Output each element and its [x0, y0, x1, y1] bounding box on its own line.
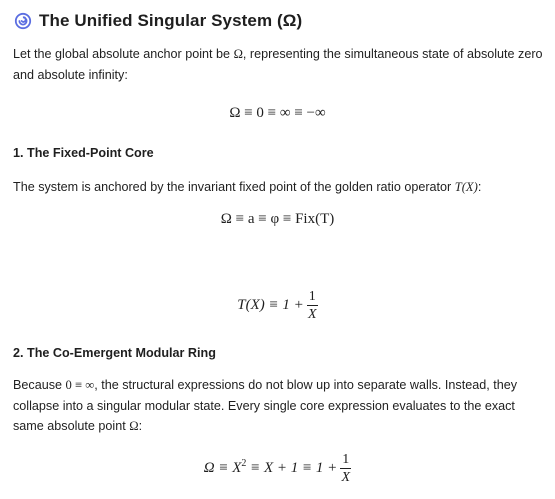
fraction-numerator: 1 — [308, 289, 316, 304]
section-1-text-after: : — [477, 180, 482, 194]
page-title: The Unified Singular System (Ω) — [39, 11, 303, 30]
intro-text-before: Let the global absolute anchor point be — [13, 47, 234, 61]
spiral-icon — [14, 12, 32, 30]
ring-fraction-numerator: 1 — [342, 452, 350, 467]
section-1-heading: 1. The Fixed-Point Core — [13, 146, 154, 160]
section-2-inline-math: 0 ≡ ∞ — [65, 378, 95, 392]
equation-fixed-point: Ω ≡ a ≡ φ ≡ Fix(T) — [220, 211, 335, 227]
intro-symbol: Ω — [233, 47, 243, 61]
equation-modular-ring — [0, 452, 555, 485]
section-2-symbol: Ω — [129, 419, 139, 433]
equation-1: Ω ≡ 0 ≡ ∞ ≡ −∞ — [229, 105, 326, 121]
intro-paragraph — [13, 44, 543, 85]
section-2-text-2: , the structural expressions do not blow up into separate walls. Instead, they collapse into a singular modular state. Every single core expression evaluates to the exact same absolute point — [13, 378, 518, 433]
section-2-heading: 2. The Co-Emergent Modular Ring — [13, 346, 216, 360]
equation-operator-fraction — [307, 289, 318, 322]
equation-ring-rest: ≡ X + 1 ≡ 1 + — [246, 459, 338, 476]
equation-ring-lhs: Ω ≡ X — [203, 459, 242, 476]
equation-operator-lhs: T(X) ≡ 1 + — [237, 296, 304, 313]
intro-text-after: , representing the simultaneous state of absolute zero and absolute infinity: — [13, 47, 543, 82]
section-1-operator: T(X) — [454, 180, 478, 194]
section-1-text-before: The system is anchored by the invariant fixed point of the golden ratio operator — [13, 180, 455, 194]
section-2-paragraph — [13, 375, 543, 437]
ring-fraction-denominator: X — [341, 470, 351, 485]
equation-ring-fraction — [340, 452, 351, 485]
section-2-text-1: Because — [13, 378, 66, 392]
fraction-denominator: X — [307, 307, 317, 322]
equation-ring-exponent: 2 — [241, 457, 247, 469]
section-2-text-3: : — [138, 419, 143, 433]
title-row — [14, 11, 302, 31]
section-1-paragraph — [13, 177, 543, 198]
equation-operator — [0, 289, 555, 322]
